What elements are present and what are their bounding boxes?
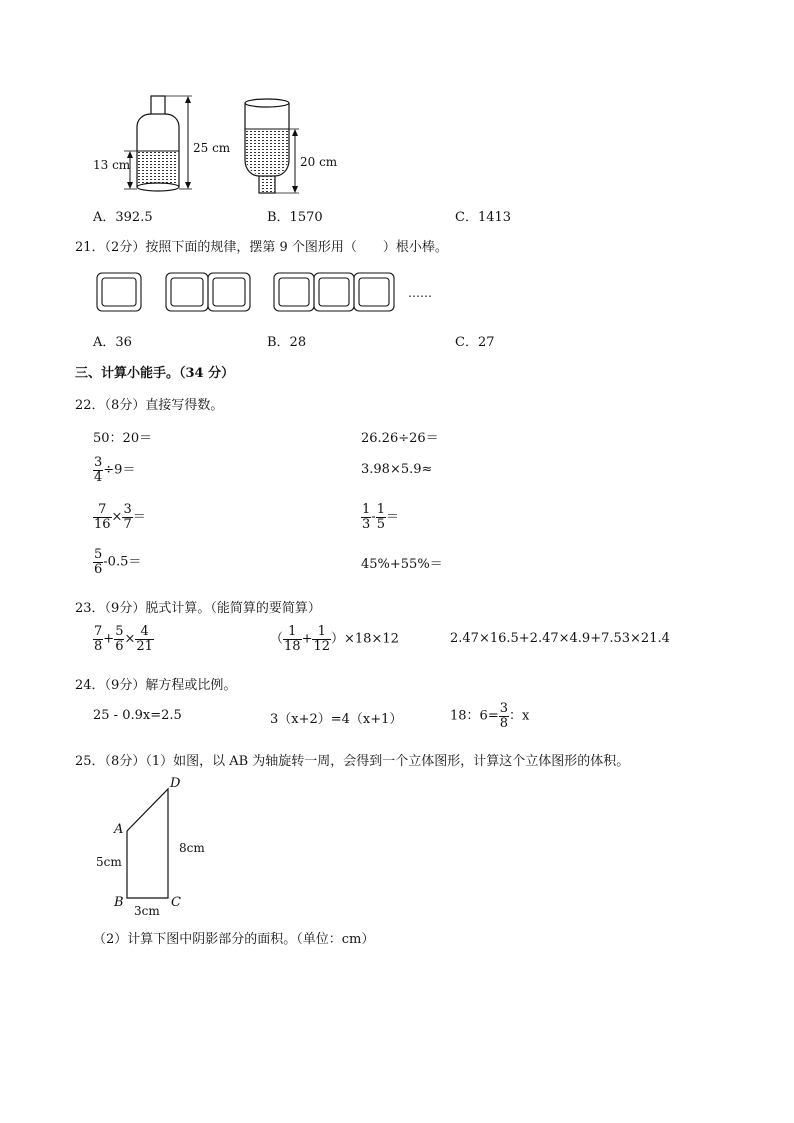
fraction: $\frac{3}{4}$: [94, 455, 103, 485]
q22-item-5: $\frac{7}{16}$ × $\frac{3}{7}$ ＝: [94, 502, 146, 532]
q22-item-6: $\frac{1}{3}$ - $\frac{1}{5}$ ＝: [362, 502, 399, 532]
q22-item-8: 45%+55%＝: [361, 557, 443, 572]
fraction: $\frac{7}{16}$: [94, 502, 111, 532]
q21-option-a[interactable]: A．36: [93, 335, 132, 350]
pattern-ellipsis: ……: [408, 286, 432, 300]
fraction: $\frac{1}{12}$: [313, 624, 331, 654]
label-13cm: 13 cm: [93, 158, 131, 172]
fraction: $\frac{1}{18}$: [284, 624, 301, 654]
bottle-1: [124, 96, 192, 191]
q20-option-c[interactable]: C．1413: [455, 210, 512, 225]
q22-item-7: $\frac{5}{6}$ -0.5＝: [94, 547, 142, 577]
bottle-2: [245, 99, 299, 193]
q23-expr-3: 2.47×16.5+2.47×4.9+7.53×21.4: [450, 631, 670, 646]
fraction: $\frac{5}{6}$: [115, 624, 124, 654]
q21-stem: 21．（2分）按照下面的规律，摆第 9 个图形用（ ）根小棒。: [75, 240, 448, 255]
point-a-label: A: [114, 822, 124, 837]
q21-option-b[interactable]: B．28: [267, 335, 307, 350]
q23-stem: 23．（9分）脱式计算。（能简算的要简算）: [75, 601, 321, 616]
fraction: $\frac{3}{8}$: [499, 701, 508, 731]
fraction: $\frac{5}{6}$: [94, 547, 103, 577]
fraction: $\frac{7}{8}$: [94, 624, 103, 654]
q22-item-3: $\frac{3}{4}$ ÷9＝: [94, 455, 136, 485]
q24-eq-1: 25 - 0.9x=2.5: [93, 708, 182, 723]
q24-stem: 24．（9分）解方程或比例。: [75, 678, 237, 693]
label-20cm: 20 cm: [300, 155, 338, 169]
fraction: $\frac{1}{5}$: [376, 502, 385, 532]
q23-expr-1: $\frac{7}{8}$ + $\frac{5}{6}$ × $\frac{4}{21}$: [94, 624, 153, 654]
matchstick-pattern: [92, 268, 412, 318]
fraction: $\frac{1}{3}$: [362, 502, 371, 532]
point-d-label: D: [170, 776, 181, 791]
q20-option-b[interactable]: B．1570: [267, 210, 323, 225]
q23-expr-2: （ $\frac{1}{18}$ + $\frac{1}{12}$ ）×18×12: [270, 624, 399, 654]
q24-eq-2: 3（x+2）=4（x+1）: [270, 712, 403, 727]
q22-item-2: 26.26÷26＝: [361, 431, 439, 446]
q21-option-c[interactable]: C．27: [455, 335, 495, 350]
section-3-title: 三、计算小能手。（34 分）: [75, 366, 235, 381]
q22-item-1: 50：20＝: [93, 431, 153, 446]
side-ab-length: 5cm: [96, 855, 122, 869]
q22-item-4: 3.98×5.9≈: [361, 462, 433, 477]
fraction: $\frac{3}{7}$: [123, 502, 132, 532]
q20-option-a[interactable]: A．392.5: [93, 210, 153, 225]
point-b-label: B: [114, 895, 124, 910]
side-bc-length: 3cm: [134, 904, 160, 918]
q25-part-2: （2）计算下图中阴影部分的面积。（单位：cm）: [93, 932, 375, 947]
trapezoid-figure: [125, 785, 185, 905]
side-cd-length: 8cm: [179, 841, 205, 855]
point-c-label: C: [171, 895, 181, 910]
q24-eq-3: 18：6= $\frac{3}{8}$ ：x: [450, 701, 530, 731]
fraction: $\frac{4}{21}$: [136, 624, 153, 654]
label-25cm: 25 cm: [193, 141, 231, 155]
q22-stem: 22．（8分）直接写得数。: [75, 398, 224, 413]
q25-stem: 25．（8分）（1）如图，以 AB 为轴旋转一周，会得到一个立体图形，计算这个立体图形的体积。: [75, 754, 630, 769]
